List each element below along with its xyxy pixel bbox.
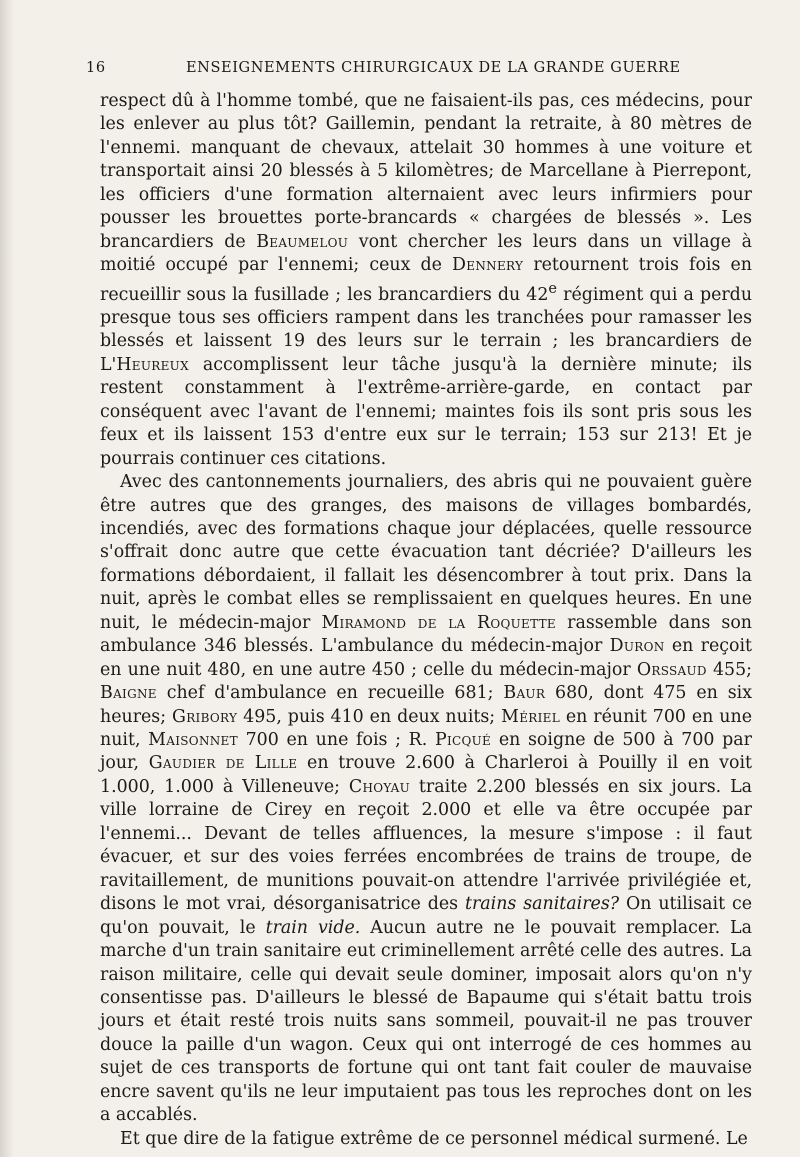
p2-text-6: 680, dont 475 en six heures; [100, 683, 753, 727]
p2-italic-train-vide: train vide. [265, 917, 361, 938]
name-choyau: Choyau [348, 776, 411, 797]
p2-text-2: rassemble dans son ambulance 346 blessés. L'ambulance du médecin-major [100, 612, 752, 657]
p2-text-9: 700 en une fois ; R. [245, 730, 428, 751]
p2-text-1: Avec des cantonnements journaliers, des abris qui ne pouvaient guère être autres que des granges, des maisons de villages bombardés, incendiés, avec des formations chaque jour déplacées, quelle ressource s'offrait donc autre que cette évacuation tant décriée? D'ailleurs les formations débordaient, il fallait les désencombrer à tout prix. Dans la nuit, après le combat elles se remplissaient en quelques heures. En une nuit, le médecin-major [100, 472, 752, 633]
name-dennery: Dennery [452, 255, 524, 276]
name-baigne: Baigne [100, 683, 157, 704]
p2-text-10: en soigne de 500 à 700 par jour, [100, 730, 752, 774]
name-heureux-prefix: L' [100, 354, 117, 375]
name-beaumelou: Beaumelou [256, 231, 349, 252]
p1-text-4: régiment qui a perdu presque tous ses officiers rampent dans les tranchées pour ramasser les blessés et laissent 19 des leurs sur le terrain ; les brancardiers de [100, 284, 753, 352]
page-edge-shadow [0, 0, 14, 1157]
name-meriel: Mériel [501, 706, 560, 727]
page-header [86, 60, 752, 84]
p2-text-11: en trouve 2.600 à Charleroi à Pouilly il en voit 1.000, 1.000 à Villeneuve; [100, 753, 752, 797]
name-gribory: Gribory [172, 706, 238, 727]
p2-text-4: 455; [712, 659, 753, 680]
p1-text-5: accomplissent leur tâche jusqu'à la dernière minute; ils restent constamment à l'extrême-arrière-garde, en contact par conséquent avec l'avant de l'ennemi; maintes fois ils sont pris sous les feux et ils laissent 153 d'entre eux sur le terrain; 153 sur 213! Et je pourrais continuer ces citations. [100, 354, 752, 469]
page-number: 16 [86, 60, 106, 76]
p2-text-7: 495, puis 410 en deux nuits; [243, 706, 496, 727]
name-gaudier: Gaudier de Lille [148, 753, 298, 774]
paragraph-1 [100, 90, 752, 471]
p1-text-2: vont chercher les leurs dans un village à moitié occupé par l'ennemi; ceux de [100, 231, 752, 276]
name-baur: Baur [503, 683, 546, 704]
body-text [100, 90, 752, 1151]
p1-superscript: e [548, 280, 558, 297]
name-picque: Picqué [434, 730, 492, 751]
running-title: ENSEIGNEMENTS CHIRURGICAUX DE LA GRANDE GUERRE [186, 60, 681, 76]
p2-text-3: en reçoit en une nuit 480, en une autre 450 ; celle du médecin-major [100, 636, 753, 680]
p2-text-5: chef d'ambulance en recueille 681; [166, 683, 494, 704]
paragraph-2 [100, 471, 752, 1128]
p1-text-1: respect dû à l'homme tombé, que ne faisaient-ils pas, ces médecins, pour les enlever au plus tôt? Gaillemin, pendant la retraite, à 80 mètres de l'ennemi. manquant de chevaux, attelait 30 hommes à une voiture et transportait ainsi 20 blessés à 5 kilomètres; de Marcellane à Pierrepont, les officiers d'une formation alternaient avec leurs infirmiers pour pousser les brouettes porte-brancards « chargées de blessés ». Les brancardiers de [100, 91, 752, 252]
p2-italic-trains-sanitaires: trains sanitaires? [464, 894, 620, 915]
name-heureux: Heureux [116, 354, 189, 375]
p2-text-8: en réunit 700 en une nuit, [100, 706, 752, 751]
p3-text-1: Et que dire de la fatigue extrême de ce personnel médical surmené. Le [120, 1128, 748, 1149]
p2-text-14: Aucun autre ne le pouvait remplacer. La marche d'un train sanitaire eut criminellement arrêté celle des autres. La raison militaire, celle qui devait seule dominer, imposait alors qu'on n'y consentisse pas. D'ailleurs le blessé de Bapaume qui s'était battu trois jours et était resté trois nuits sans sommeil, pouvait-il ne pas trouver douce la paille d'un wagon. Ceux qui ont interrogé de ces hommes au sujet de ces transports de fortune qui ont tant fait couler de mauvaise encre savent qu'ils ne leur imputaient pas tous les reproches dont on les a accablés. [100, 917, 752, 1126]
p1-text-3: retournent trois fois en recueillir sous la fusillade ; les brancardiers du 42 [100, 255, 752, 305]
name-orssaud: Orssaud [636, 659, 707, 680]
name-maisonnet: Maisonnet [148, 730, 238, 751]
p2-text-12: traite 2.200 blessés en six jours. La ville lorraine de Cirey en reçoit 2.000 et elle va être occupée par l'ennemi... Devant de telles affluences, la mesure s'impose : il faut évacuer, et sur des voies ferrées encombrées de trains de troupe, de ravitaillement, de munitions pouvait-on attendre l'arrivée privilégiée et, disons le mot vrai, désorganisatrice des [100, 776, 752, 915]
p2-text-13: On utilisait ce qu'on pouvait, le [100, 894, 753, 938]
name-miramond: Miramond de la Roquette [321, 612, 556, 633]
name-duron: Duron [609, 636, 665, 657]
paragraph-3 [100, 1128, 752, 1151]
